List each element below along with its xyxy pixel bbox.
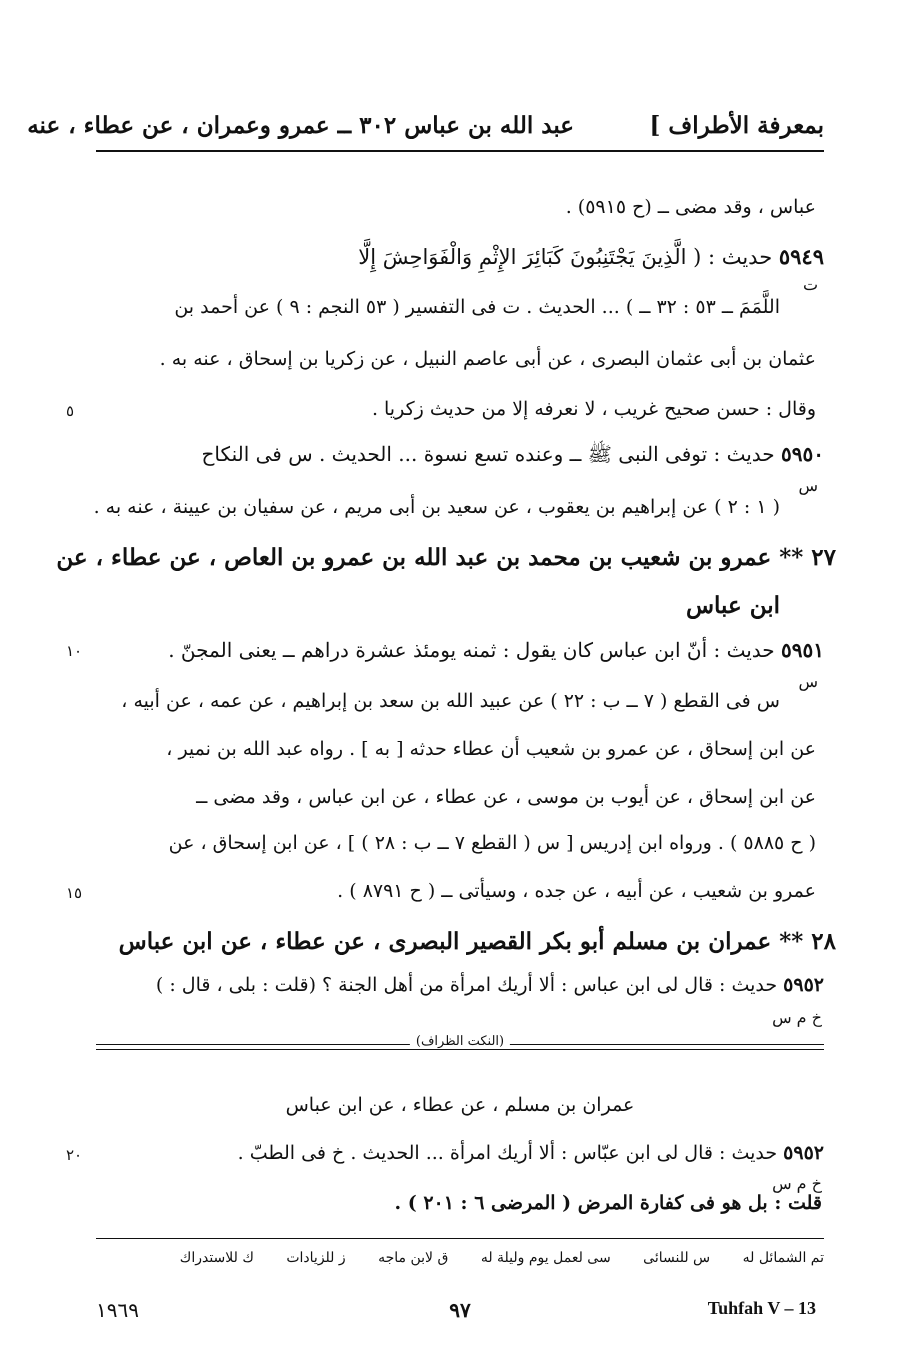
text-line: عباس ، وقد مضى ــ (ح ٥٩١٥) . [565,196,816,218]
margin-line-number: ١٥ [66,884,83,902]
hadith-text: حديث : قال لى ابن عباس : ألا أريك امرأة من أهل الجنة ؟ (قلت : بلى ، قال : ) [155,974,778,996]
hadith-entry-5952 [156,974,824,996]
header-right: بمعرفة الأطراف ] [649,112,824,139]
siglum: س [798,672,818,691]
text-line: س فى القطع ( ٧ ــ ب : ٢٢ ) عن عبيد الله بن سعد بن إبراهيم ، عن عمه ، عن أبيه ، [121,690,780,712]
text-line: عثمان بن أبى عثمان البصرى ، عن أبى عاصم النبيل ، عن زكريا بن إسحاق ، عنه به . [159,348,816,370]
bottom-left-number: ١٩٦٩ [96,1298,139,1322]
abbreviation-key [96,1250,824,1266]
siglum: خ م س [772,1174,822,1193]
siglum: ت [802,275,818,294]
footer-rule [96,1238,824,1239]
key-item: سى لعمل يوم وليلة له [480,1250,611,1266]
section-heading-27: ٢٧ ** عمرو بن شعيب بن محمد بن عبد الله بن عمرو بن العاص ، عن عطاء ، عن [56,544,836,571]
siglum: خ م س [772,1008,822,1027]
page-number: ٩٧ [449,1298,471,1322]
hadith-number: ٥٩٥١ [781,638,824,662]
margin-line-number: ٢٠ [66,1146,83,1164]
divider-line [96,1049,824,1050]
divider-label: (النكت الظراف) [410,1034,510,1049]
section-heading-27-cont: ابن عباس [685,592,780,619]
text-line: قلت : بل هو فى كفارة المرض ( المرضى ٦ : ٢٠١ ) . [394,1192,822,1214]
margin-line-number: ١٠ [66,642,83,660]
section-divider [96,1034,824,1054]
hadith-text: حديث : ( الَّذِينَ يَجْتَنِبُونَ كَبَائِرَ الإِثْمِ وَالْفَوَاحِشَ إِلَّا [358,245,773,269]
key-item: س للنسائى [643,1250,711,1266]
hadith-entry-5949 [358,244,824,269]
volume-signature: Tuhfah V – 13 [707,1298,816,1318]
header-center: عبد الله بن عباس ٣٠٢ ــ عمرو وعمران ، عن عطاء ، عنه [27,112,574,139]
hadith-entry-5952-nukat [238,1142,824,1164]
key-item: ز للزيادات [286,1250,346,1266]
text-line: وقال : حسن صحيح غريب ، لا نعرفه إلا من حديث زكريا . [371,398,816,420]
hadith-number: ٥٩٥٢ [783,1142,824,1164]
key-item: ق لابن ماجه [378,1250,449,1266]
hadith-number: ٥٩٤٩ [778,244,824,269]
margin-line-number: ٥ [66,402,75,420]
hadith-text: حديث : أنّ ابن عباس كان يقول : ثمنه يومئذ عشرة دراهم ــ يعنى المجنّ . [168,638,775,662]
hadith-text: حديث : توفى النبى ﷺ ــ وعنده تسع نسوة ... الحديث . س فى النكاح [201,442,775,466]
text-line: عن ابن إسحاق ، عن أيوب بن موسى ، عن عطاء ، عن ابن عباس ، وقد مضى ــ [196,786,816,808]
text-line: عن ابن إسحاق ، عن عمرو بن شعيب أن عطاء حدثه [ به ] . رواه عبد الله بن نمير ، [166,738,816,760]
key-item: تم الشمائل له [742,1250,824,1266]
text-line: اللَّمَمَ ــ ٥٣ : ٣٢ ــ ) ... الحديث . ت فى التفسير ( ٥٣ النجم : ٩ ) عن أحمد بن [174,296,780,318]
text-line: ( ح ٥٨٨٥ ) . ورواه ابن إدريس [ س ( القطع ٧ ــ ب : ٢٨ ) ] ، عن ابن إسحاق ، عن [168,832,816,854]
section-heading-28: ٢٨ ** عمران بن مسلم أبو بكر القصير البصرى ، عن عطاء ، عن ابن عباس [118,928,836,955]
hadith-number: ٥٩٥٢ [783,974,824,996]
hadith-entry-5951 [168,638,824,662]
hadith-text: حديث : قال لى ابن عبّاس : ألا أريك امرأة ... الحديث . خ فى الطبّ . [237,1142,778,1164]
header-rule [96,150,824,152]
siglum: س [798,476,818,495]
running-header [27,112,824,148]
text-line: ( ١ : ٢ ) عن إبراهيم بن يعقوب ، عن سعيد بن أبى مريم ، عن سفيان بن عيينة ، عنه به . [93,496,780,518]
hadith-entry-5950 [202,442,824,471]
subheading: عمران بن مسلم ، عن عطاء ، عن ابن عباس [285,1094,635,1116]
text-line: عمرو بن شعيب ، عن أبيه ، عن جده ، وسيأتى ــ ( ح ٨٧٩١ ) . [337,880,816,902]
key-item: ك للاستدراك [179,1250,254,1266]
hadith-number: ٥٩٥٠ [781,442,824,466]
